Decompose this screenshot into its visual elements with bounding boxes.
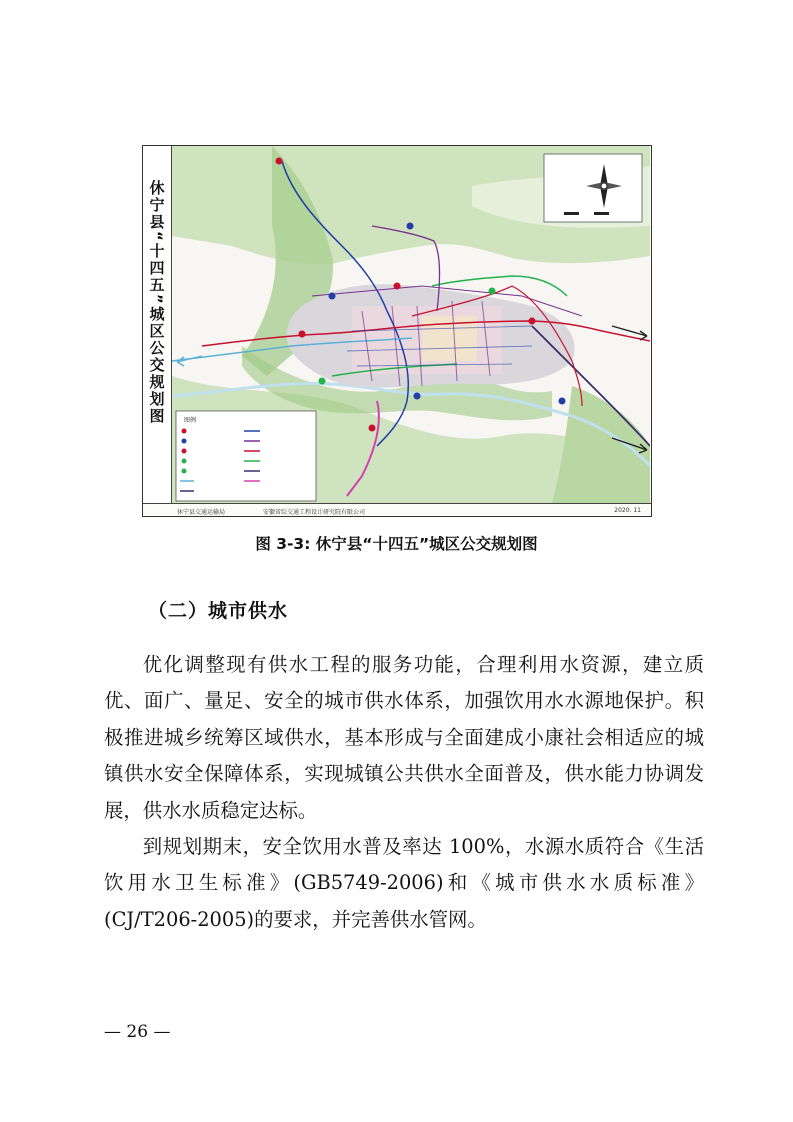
paragraph-1: 优化调整现有供水工程的服务功能，合理利用水资源，建立质优、面广、量足、安全的城市供水体系，加强饮用水水源地保护。积极推进城乡统筹区域供水，基本形成与全面建成小康社会相适应的城镇供水安全保障体系，实现城镇公共供水全面普及，供水能力协调发展，供水水质稳定达标。 bbox=[104, 653, 704, 822]
map-footer-left: 休宁县交通运输局 bbox=[177, 509, 226, 516]
map-title: 休宁县“十四五”城区公交规划图 bbox=[147, 180, 166, 425]
planning-map-figure bbox=[142, 145, 652, 517]
page-number: — 26 — bbox=[104, 1022, 171, 1042]
map-footer bbox=[143, 503, 651, 516]
legend-title: 图例 bbox=[184, 417, 197, 424]
map-image bbox=[172, 146, 650, 503]
map-footer-center: 安徽省综交通工程设计研究院有限公司 bbox=[263, 509, 366, 516]
map-footer-date: 2020. 11 bbox=[614, 507, 641, 514]
section-heading: （二）城市供水 bbox=[148, 600, 289, 622]
map-title-column bbox=[143, 146, 172, 503]
figure-caption: 图 3-3: 休宁县“十四五”城区公交规划图 bbox=[255, 535, 538, 553]
paragraph-2: 到规划期末，安全饮用水普及率达 100%，水源水质符合《生活饮用水卫生标准》(GB5749-2006)和《城市供水水质标准》(CJ/T206-2005)的要求，并完善供水管网。 bbox=[104, 835, 704, 931]
